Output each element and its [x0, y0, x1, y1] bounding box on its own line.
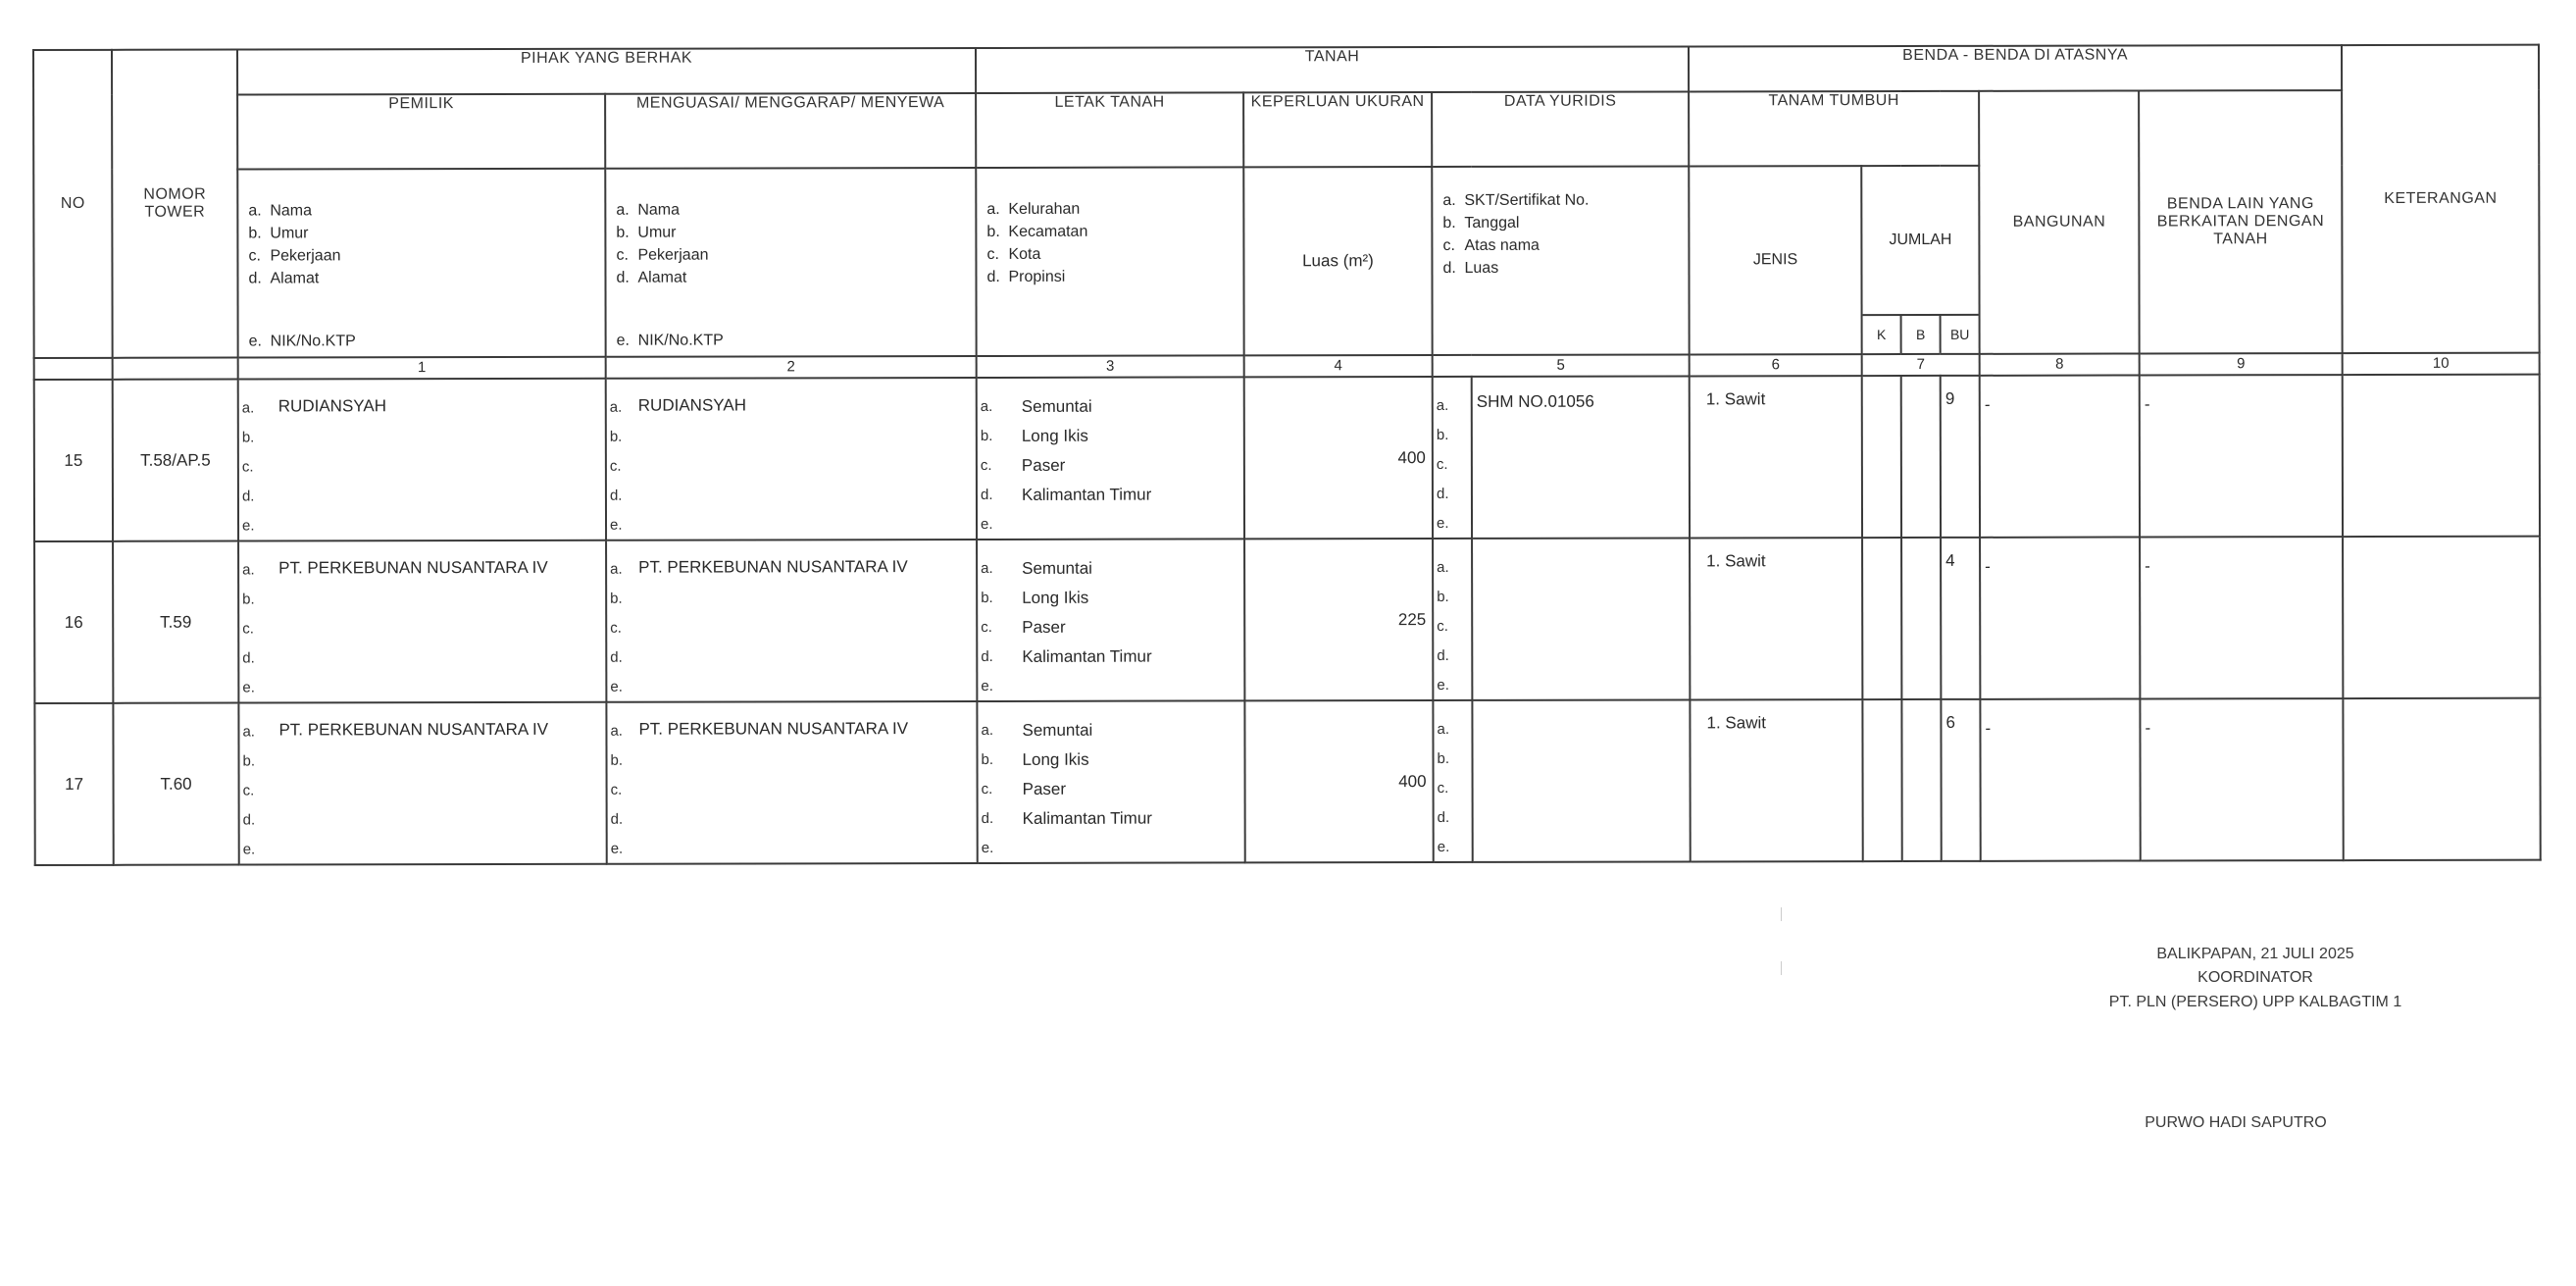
- field-letter: e.: [248, 333, 262, 350]
- row-letter: d.: [980, 486, 993, 503]
- luas-label: Luas (m²): [1302, 251, 1374, 271]
- row-jenis: 1. Sawit: [1706, 551, 1766, 571]
- row-letter: c.: [980, 456, 992, 474]
- row-menguasai-name: PT. PERKEBUNAN NUSANTARA IV: [638, 557, 908, 577]
- jumlah-header: [1861, 166, 1979, 354]
- field-label: Kelurahan: [1008, 200, 1081, 218]
- row-pemilik-name: PT. PERKEBUNAN NUSANTARA IV: [278, 719, 549, 740]
- row-bu-cell: [1941, 699, 1980, 861]
- pemilik-fields: [237, 169, 605, 358]
- row-no: 17: [34, 703, 113, 865]
- header-b: B: [1902, 316, 1942, 353]
- field-label: NIK/No.KTP: [270, 333, 356, 350]
- row-k: [1862, 538, 1901, 699]
- row-letter: d.: [1437, 808, 1450, 827]
- row-k: [1862, 376, 1901, 538]
- col-number: 1: [238, 357, 606, 380]
- col-number: 7: [1862, 354, 1980, 376]
- field-letter: c.: [248, 247, 261, 265]
- row-jenis-cell: [1690, 538, 1862, 699]
- row-menguasai: [606, 540, 977, 702]
- field-label: Pekerjaan: [270, 247, 341, 265]
- row-letter: e.: [242, 841, 256, 858]
- row-letter: e.: [610, 840, 624, 857]
- luas-header: [1243, 167, 1432, 355]
- row-letter: d.: [981, 809, 994, 827]
- field-label: Kota: [1008, 245, 1041, 263]
- row-letter: e.: [242, 517, 255, 535]
- row-b: [1901, 538, 1941, 699]
- row-bangunan-cell: [1980, 538, 2140, 699]
- table-row: [34, 698, 2540, 865]
- row-tower: T.58/AP.5: [113, 380, 238, 541]
- row-letter: b.: [1437, 588, 1449, 606]
- row-letter: c.: [981, 618, 992, 636]
- field-letter: d.: [248, 270, 262, 287]
- row-kecamatan: Long Ikis: [1021, 426, 1088, 445]
- header-menguasai: MENGUASAI/ MENGGARAP/ MENYEWA: [605, 93, 976, 169]
- row-luas: 400: [1398, 772, 1427, 792]
- header-no: NO: [33, 50, 113, 358]
- row-letter: d.: [609, 487, 623, 504]
- col-number: 10: [2343, 353, 2540, 375]
- scan-mark: [1781, 907, 1782, 921]
- letak-fields: [976, 167, 1243, 356]
- field-letter: e.: [616, 332, 630, 349]
- row-letter: a.: [610, 722, 623, 740]
- field-letter: b.: [1442, 214, 1456, 231]
- header-letak-tanah: LETAK TANAH: [976, 92, 1243, 168]
- field-label: Atas nama: [1464, 236, 1540, 254]
- row-kelurahan: Semuntai: [1021, 396, 1092, 416]
- row-benda-lain-cell: [2140, 698, 2343, 860]
- land-inventory-table: [32, 44, 2542, 866]
- row-bu-cell: [1941, 538, 1980, 699]
- row-letter: e.: [242, 679, 255, 696]
- row-letter: e.: [981, 515, 993, 533]
- row-letter: c.: [1437, 617, 1448, 636]
- row-benda-lain: -: [2145, 556, 2150, 576]
- col-number: 5: [1433, 354, 1690, 377]
- row-benda-lain: -: [2144, 394, 2150, 414]
- row-jenis-cell: [1690, 699, 1862, 861]
- header-tanah: TANAH: [976, 46, 1689, 93]
- row-letter: d.: [241, 488, 255, 505]
- row-letter: b.: [981, 589, 993, 606]
- footer-role: KOORDINATOR: [2197, 969, 2313, 986]
- row-letter: c.: [610, 781, 623, 798]
- field-letter: c.: [616, 246, 629, 264]
- field-letter: d.: [986, 268, 1000, 285]
- row-benda-lain: -: [2145, 718, 2151, 738]
- header-tanam-tumbuh: TANAM TUMBUH: [1689, 91, 1979, 167]
- row-luas-cell: [1244, 700, 1433, 862]
- row-propinsi: Kalimantan Timur: [1022, 646, 1152, 666]
- row-keterangan: [2343, 698, 2540, 860]
- row-k: [1862, 699, 1901, 861]
- row-letter: e.: [609, 516, 623, 534]
- row-skt: SHM NO.01056: [1476, 391, 1594, 411]
- row-yuridis: [1472, 376, 1690, 538]
- row-letter: a.: [242, 723, 255, 741]
- field-letter: a.: [986, 200, 1000, 218]
- field-label: Umur: [637, 224, 677, 241]
- yuridis-fields: [1432, 166, 1689, 355]
- row-letter: a.: [610, 560, 623, 578]
- row-luas: 400: [1397, 448, 1426, 468]
- row-letter: b.: [1436, 426, 1449, 444]
- field-letter: a.: [1442, 191, 1456, 209]
- header-k: K: [1863, 316, 1902, 353]
- field-label: Luas: [1464, 259, 1499, 277]
- row-letter: b.: [242, 752, 256, 770]
- row-bangunan: -: [1984, 394, 1991, 414]
- row-keterangan: [2343, 537, 2540, 698]
- row-letter: e.: [610, 678, 623, 695]
- header-pihak-yang-berhak: PIHAK YANG BERHAK: [237, 48, 976, 95]
- header-jumlah: JUMLAH: [1862, 167, 1978, 316]
- row-menguasai: [606, 378, 977, 540]
- row-b: [1901, 699, 1941, 861]
- row-kelurahan: Semuntai: [1022, 720, 1093, 740]
- row-letter: e.: [981, 839, 994, 856]
- table-row: [34, 375, 2540, 541]
- row-bu: 6: [1945, 712, 1955, 732]
- row-bu: 4: [1945, 550, 1955, 570]
- row-jenis-cell: [1690, 376, 1862, 538]
- row-letter: c.: [1437, 779, 1449, 797]
- field-label: Kecamatan: [1008, 223, 1088, 240]
- table-row: [34, 537, 2540, 703]
- row-yuridis-letters: [1433, 539, 1472, 700]
- row-letter: b.: [609, 428, 623, 445]
- field-letter: d.: [1442, 259, 1456, 277]
- row-tower: T.59: [113, 541, 238, 703]
- row-letter: c.: [242, 782, 255, 799]
- field-letter: b.: [248, 225, 262, 242]
- col-number: 2: [606, 356, 977, 379]
- row-letter: a.: [1437, 720, 1450, 739]
- field-letter: c.: [1442, 236, 1455, 254]
- row-bu: 9: [1945, 388, 1955, 408]
- row-letak: [977, 539, 1244, 701]
- row-letter: b.: [1437, 749, 1450, 768]
- field-label: Tanggal: [1464, 214, 1520, 231]
- row-letter: e.: [1437, 676, 1449, 694]
- row-letter: a.: [980, 397, 993, 415]
- row-kota: Paser: [1022, 617, 1066, 637]
- header-benda-lain: BENDA LAIN YANG BERKAITAN DENGAN TANAH: [2139, 90, 2343, 353]
- field-label: NIK/No.KTP: [637, 332, 724, 349]
- row-yuridis: [1472, 699, 1690, 861]
- header-keperluan-ukuran: KEPERLUAN UKURAN: [1243, 92, 1432, 167]
- header-data-yuridis: DATA YURIDIS: [1432, 91, 1689, 167]
- field-label: Nama: [270, 202, 313, 220]
- row-letak: [977, 377, 1244, 540]
- row-menguasai-name: RUDIANSYAH: [637, 395, 746, 415]
- col-number: 3: [977, 355, 1244, 378]
- row-letter: d.: [1436, 485, 1449, 503]
- row-luas-cell: [1244, 539, 1433, 700]
- jumlah-subheaders: [1863, 316, 1979, 353]
- field-label: Alamat: [637, 269, 687, 286]
- row-letter: c.: [610, 619, 622, 637]
- field-label: Propinsi: [1008, 268, 1066, 285]
- col-number: 4: [1244, 355, 1433, 377]
- row-kota: Paser: [1021, 455, 1066, 475]
- row-yuridis-letters: [1433, 377, 1472, 539]
- header-jenis: JENIS: [1689, 166, 1861, 354]
- field-label: Pekerjaan: [637, 246, 709, 264]
- row-pemilik-name: RUDIANSYAH: [278, 396, 386, 416]
- row-no: 15: [34, 380, 113, 541]
- field-letter: b.: [616, 224, 630, 241]
- row-kelurahan: Semuntai: [1022, 558, 1092, 578]
- row-luas-cell: [1244, 377, 1433, 539]
- row-b: [1901, 376, 1941, 538]
- field-letter: a.: [248, 202, 262, 220]
- row-kota: Paser: [1022, 779, 1067, 798]
- row-letter: d.: [1437, 646, 1449, 665]
- row-tower: T.60: [113, 703, 238, 865]
- row-no: 16: [34, 541, 113, 703]
- field-letter: b.: [986, 223, 1000, 240]
- row-letter: d.: [242, 649, 255, 667]
- row-menguasai: [606, 701, 977, 864]
- row-pemilik: [238, 540, 606, 703]
- field-label: Umur: [270, 225, 309, 242]
- field-letter: a.: [616, 201, 630, 219]
- row-letter: a.: [242, 561, 255, 579]
- row-bu-cell: [1941, 376, 1980, 538]
- row-luas: 225: [1397, 610, 1427, 630]
- footer-place-date: BALIKPAPAN, 21 JULI 2025: [2156, 946, 2354, 962]
- footer-organization: PT. PLN (PERSERO) UPP KALBAGTIM 1: [2108, 994, 2402, 1010]
- field-label: SKT/Sertifikat No.: [1464, 191, 1590, 209]
- row-bangunan-cell: [1980, 698, 2140, 860]
- header-nomor-tower: NOMOR TOWER: [112, 50, 238, 358]
- row-letter: b.: [610, 751, 624, 769]
- row-bangunan-cell: [1980, 376, 2140, 538]
- row-pemilik: [238, 702, 606, 865]
- row-benda-lain-cell: [2140, 537, 2343, 698]
- row-letter: d.: [981, 647, 993, 665]
- scan-mark: [1781, 961, 1782, 975]
- col-number: 6: [1690, 354, 1862, 376]
- row-jenis: 1. Sawit: [1706, 713, 1767, 733]
- row-pemilik: [238, 379, 606, 541]
- row-propinsi: Kalimantan Timur: [1022, 808, 1152, 828]
- row-letter: a.: [609, 398, 623, 416]
- row-letter: c.: [242, 620, 254, 638]
- footer-signer: PURWO HADI SAPUTRO: [2145, 1114, 2327, 1131]
- field-label: Alamat: [270, 270, 320, 287]
- row-benda-lain-cell: [2140, 375, 2343, 537]
- row-letter: c.: [241, 458, 254, 476]
- row-letter: e.: [981, 677, 993, 694]
- row-letter: d.: [610, 810, 624, 828]
- row-kecamatan: Long Ikis: [1022, 749, 1089, 769]
- row-yuridis-letters: [1433, 700, 1472, 862]
- row-kecamatan: Long Ikis: [1022, 588, 1089, 607]
- header-bu: BU: [1949, 326, 1970, 342]
- menguasai-fields: [605, 168, 976, 357]
- row-letter: e.: [1437, 514, 1449, 533]
- row-menguasai-name: PT. PERKEBUNAN NUSANTARA IV: [638, 719, 909, 739]
- row-letter: b.: [242, 591, 255, 608]
- row-letter: d.: [242, 811, 256, 829]
- row-keterangan: [2343, 375, 2540, 537]
- row-letter: b.: [980, 427, 993, 444]
- row-letter: a.: [241, 399, 255, 417]
- row-letter: a.: [981, 721, 994, 739]
- row-propinsi: Kalimantan Timur: [1021, 485, 1152, 504]
- row-letter: e.: [1437, 838, 1450, 856]
- row-bangunan: -: [1985, 718, 1992, 738]
- row-letter: a.: [1437, 558, 1449, 577]
- row-letter: c.: [981, 780, 993, 797]
- col-number: 9: [2140, 353, 2343, 375]
- row-letter: c.: [609, 457, 622, 475]
- header-pemilik: PEMILIK: [237, 94, 605, 170]
- header-benda: BENDA - BENDA DI ATASNYA: [1689, 45, 2342, 91]
- row-jenis: 1. Sawit: [1705, 389, 1766, 409]
- row-letter: a.: [981, 559, 993, 577]
- row-yuridis: [1472, 538, 1690, 699]
- field-letter: c.: [986, 245, 999, 263]
- row-letter: b.: [610, 590, 623, 607]
- field-label: Nama: [637, 201, 681, 219]
- row-letak: [977, 700, 1244, 863]
- field-letter: d.: [616, 269, 630, 286]
- col-number: 8: [1980, 354, 2140, 376]
- row-bangunan: -: [1985, 556, 1991, 576]
- row-pemilik-name: PT. PERKEBUNAN NUSANTARA IV: [278, 557, 548, 578]
- row-letter: c.: [1436, 455, 1448, 474]
- header-keterangan: KETERANGAN: [2342, 45, 2540, 353]
- row-letter: b.: [981, 750, 994, 768]
- row-letter: b.: [241, 429, 255, 446]
- row-letter: d.: [610, 648, 623, 666]
- row-letter: a.: [1436, 396, 1449, 415]
- header-bangunan: BANGUNAN: [1979, 91, 2140, 354]
